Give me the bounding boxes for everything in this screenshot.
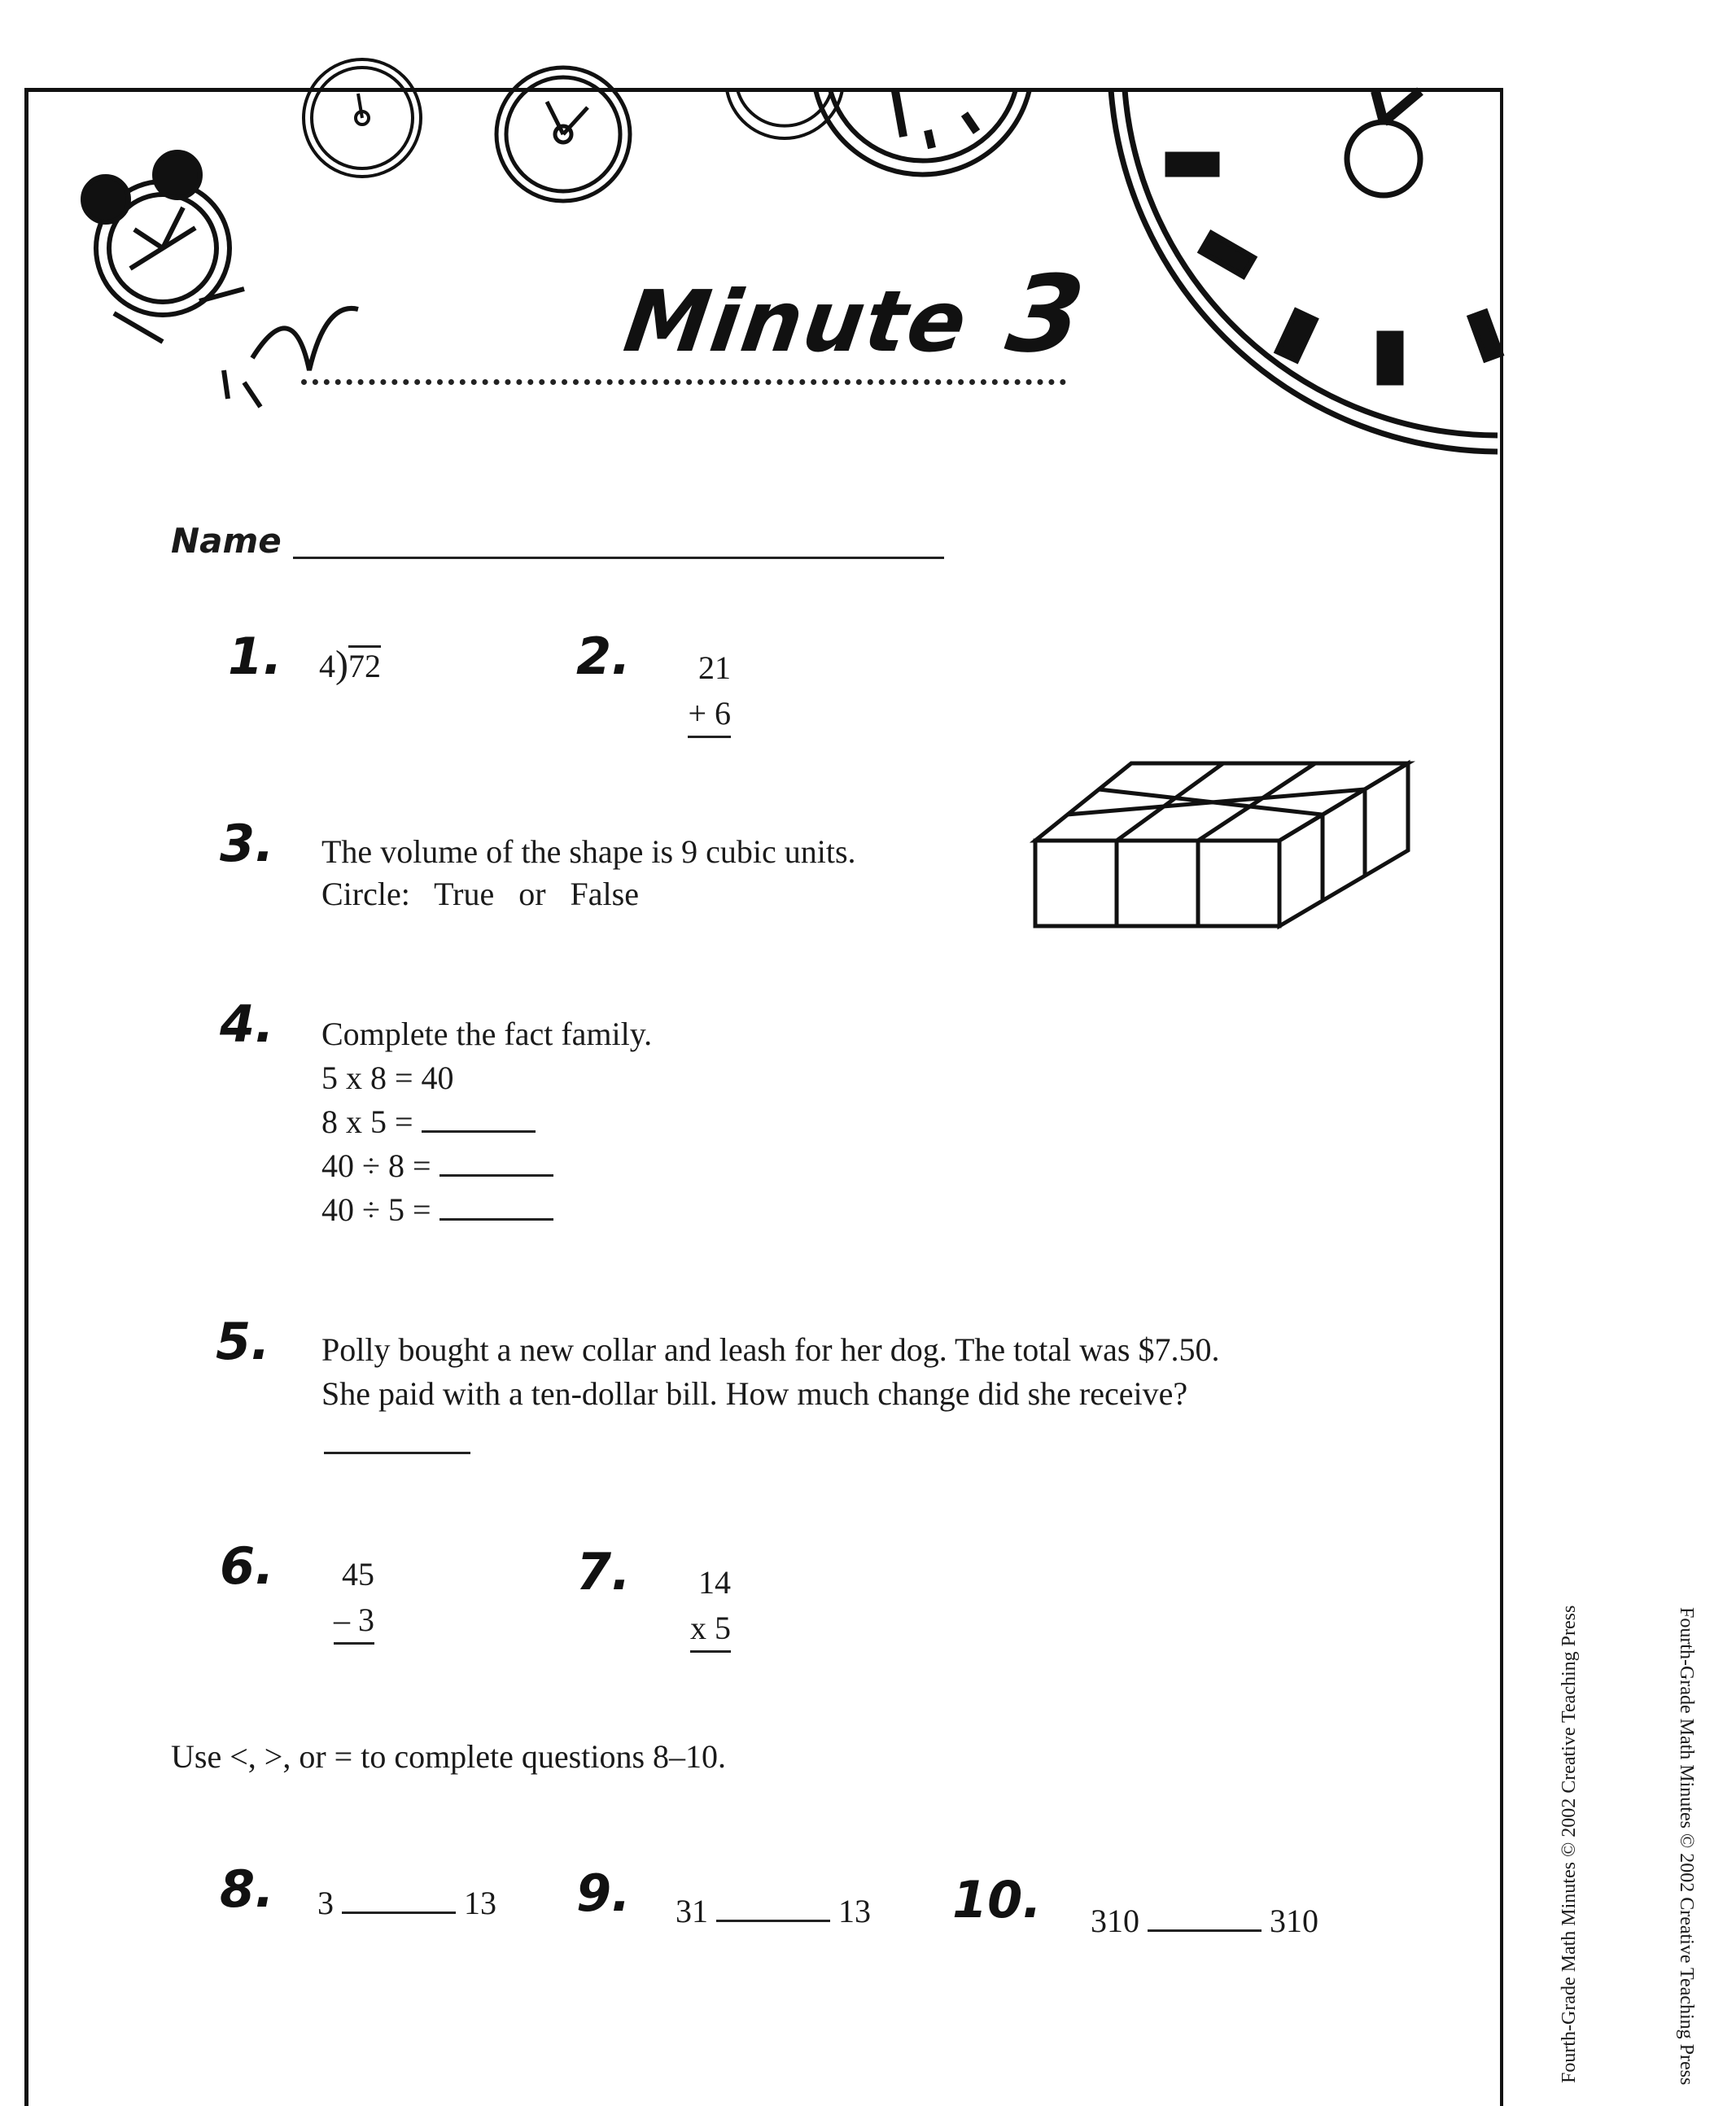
q10-answer-blank[interactable] <box>1148 1902 1262 1932</box>
q9-answer-blank[interactable] <box>716 1892 830 1922</box>
q9-right: 13 <box>838 1893 871 1929</box>
rectangular-prism-icon <box>1035 763 1408 926</box>
running-alarm-clock-icon <box>83 152 358 407</box>
title-word: Minute <box>619 272 974 371</box>
q7-number: 7. <box>576 1542 631 1601</box>
q10-number: 10. <box>952 1870 1042 1929</box>
q5-answer-blank[interactable] <box>324 1452 470 1454</box>
q6-top: 45 <box>342 1556 374 1593</box>
q4-number: 4. <box>220 994 274 1054</box>
q4-answer-blank-1[interactable] <box>422 1103 536 1133</box>
name-field[interactable] <box>293 557 944 559</box>
copyright-credit: Fourth-Grade Math Minutes © 2002 Creative Teaching Press <box>1559 1605 1580 2083</box>
q6-bottom: – 3 <box>334 1598 374 1645</box>
q3-line2: Circle: True or False <box>321 876 639 912</box>
name-label: Name <box>171 521 282 561</box>
q2-bottom: + 6 <box>688 692 731 738</box>
q4-line5: 40 ÷ 5 = <box>321 1191 431 1228</box>
q1-dividend: 72 <box>348 645 381 684</box>
q10-right: 310 <box>1270 1903 1318 1939</box>
page-title <box>618 252 1092 376</box>
q3-line1: The volume of the shape is 9 cubic units. <box>321 833 856 870</box>
q8-number: 8. <box>220 1859 274 1919</box>
q6-number: 6. <box>220 1536 274 1596</box>
q1-number: 1. <box>228 627 282 686</box>
q8-right: 13 <box>464 1885 496 1921</box>
q2-top: 21 <box>698 649 731 686</box>
instruction-text: Use <, >, or = to complete questions 8–10. <box>171 1738 727 1775</box>
large-clock-icon <box>816 90 1030 174</box>
q3-number: 3. <box>220 814 274 873</box>
title-number: 3 <box>999 252 1093 376</box>
q4-line3: 8 x 5 = <box>321 1103 413 1140</box>
q9-number: 9. <box>576 1864 631 1923</box>
q9-left: 31 <box>676 1893 708 1929</box>
copyright-credit-bleed: Fourth-Grade Math Minutes © 2002 Creative Teaching Press <box>1676 1607 1697 2086</box>
q7-bottom: x 5 <box>690 1606 731 1653</box>
small-clock-icon <box>304 59 421 177</box>
title-dotted-rule <box>301 379 1066 385</box>
q2-number: 2. <box>576 627 631 686</box>
q1-divisor: 4 <box>319 648 335 684</box>
q4-answer-blank-2[interactable] <box>439 1147 553 1177</box>
giant-clock-icon <box>1111 90 1501 452</box>
q4-answer-blank-3[interactable] <box>439 1191 553 1221</box>
q10-left: 310 <box>1091 1903 1139 1939</box>
q4-line2: 5 x 8 = 40 <box>321 1060 454 1096</box>
q7-top: 14 <box>698 1564 731 1601</box>
q8-answer-blank[interactable] <box>342 1884 456 1914</box>
q4-line1: Complete the fact family. <box>321 1016 653 1052</box>
q8-left: 3 <box>317 1885 334 1921</box>
q1-problem: 4)72 <box>319 643 381 686</box>
q5-line2: She paid with a ten-dollar bill. How much change did she receive? <box>321 1375 1188 1412</box>
q4-line4: 40 ÷ 8 = <box>321 1147 431 1184</box>
alarm-clock-icon <box>496 68 630 201</box>
q5-number: 5. <box>216 1312 270 1371</box>
q5-line1: Polly bought a new collar and leash for her dog. The total was $7.50. <box>321 1331 1220 1368</box>
